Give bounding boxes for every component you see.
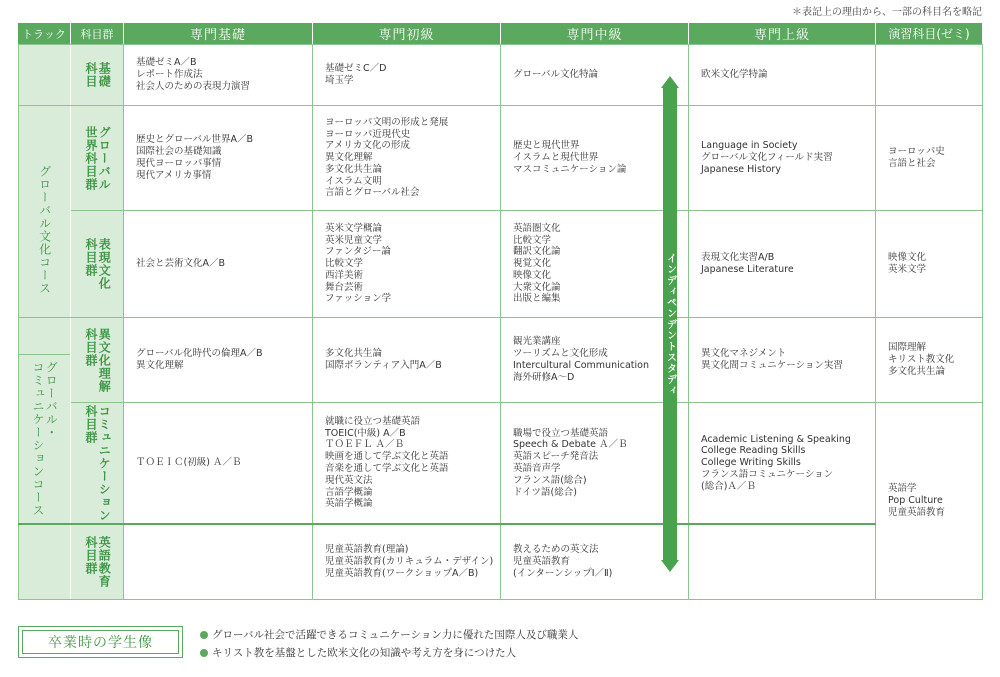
course-item: 国際社会の基礎知識 [136, 146, 222, 158]
course-item: ＴＯＥＩＣ(初級) Ａ／Ｂ [136, 457, 242, 469]
grid-v-left [18, 44, 19, 600]
course-item: TOEIC(中級) A／B [325, 427, 406, 439]
course-item: 視覚文化 [513, 258, 552, 270]
course-item: ツーリズムと文化形成 [513, 348, 608, 360]
course-item: 児童英語教育 [888, 506, 946, 518]
course-item: 欧米文化学特論 [701, 69, 768, 81]
group-communication-label: コミュニケーション 科目群 [84, 404, 112, 522]
header-group: 科目群 [71, 23, 123, 44]
course-item: 現代アメリカ事情 [136, 169, 212, 181]
course-item: 映像文化 [888, 252, 927, 264]
cell-communication-seminar [882, 403, 982, 599]
course-item: 観光業講座 [513, 336, 561, 348]
cell-kiso-beginner [319, 45, 499, 105]
grid-v-4 [688, 44, 689, 600]
course-item: 基礎ゼミC／D [325, 63, 387, 75]
cell-world-beginner [319, 106, 499, 210]
course-item: 異文化理解 [325, 152, 373, 164]
course-item: 埼玉学 [325, 75, 354, 86]
group-expression-label: 表現文化 科目群 [84, 238, 112, 290]
header-basic: 専門基礎 [124, 23, 312, 44]
course-item: 比較文学 [325, 258, 364, 270]
cell-intercultural-advanced [695, 318, 873, 402]
cell-communication-basic [130, 403, 310, 523]
grid-v-3 [500, 44, 501, 600]
course-item: 現代ヨーロッパ事情 [136, 158, 222, 169]
course-item: イスラムと現代世界 [513, 152, 599, 164]
course-item: Japanese Literature [701, 264, 794, 275]
course-item: 異文化理解 [136, 360, 184, 371]
course-item: 言語とグローバル社会 [325, 187, 420, 199]
grid-v-right [982, 44, 983, 600]
header-intermediate: 専門中級 [501, 23, 688, 44]
course-item: 職場で役立つ基礎英語 [513, 427, 609, 439]
group-world-label: グローバル 世界科目群 [84, 125, 112, 191]
cell-world-intermediate [507, 106, 657, 210]
course-item: 舞台芸術 [325, 281, 364, 293]
course-item: 基礎ゼミA／B [136, 57, 197, 69]
course-item: 異文化マネジメント [701, 348, 787, 360]
course-item: 多文化共生論 [888, 365, 946, 377]
graduate-item-2 [200, 645, 516, 660]
course-item: 出版と編集 [513, 293, 561, 305]
course-item: Speech & Debate Ａ／Ｂ [513, 439, 628, 451]
course-item: Intercultural Communication [513, 360, 649, 371]
course-item: フランス語コミュニケーション [701, 468, 834, 480]
graduate-item-1-text: グローバル社会で活躍できるコミュニケーション力に優れた国際人及び職業人 [212, 629, 579, 641]
course-item: グローバル文化フィールド実習 [701, 152, 833, 164]
course-item: 英語スピーチ発音法 [513, 451, 599, 463]
cell-expression-seminar [882, 211, 982, 317]
course-item: ファンタジー論 [325, 246, 391, 258]
cell-intercultural-basic [130, 318, 310, 402]
course-item: 児童英語教育 [513, 556, 571, 568]
cell-world-basic [130, 106, 310, 210]
track-empty-top [18, 45, 70, 105]
course-item: 社会人のための表現力演習 [136, 80, 251, 92]
grid-h-3b [18, 354, 70, 355]
course-item: 児童英語教育(ワークショップA／B) [325, 567, 479, 579]
course-item: 多文化共生論 [325, 348, 383, 360]
course-item: 翻訳文化論 [513, 246, 561, 258]
course-item: グローバル文化特論 [513, 69, 599, 81]
course-item: College Reading Skills [701, 445, 806, 457]
course-item: ドイツ語(総合) [513, 486, 577, 498]
grid-v-2 [312, 44, 313, 600]
course-item: Academic Listening & Speaking [701, 433, 851, 445]
cell-expression-advanced [695, 211, 873, 317]
course-item: 国際ボランティア入門A／B [325, 360, 442, 371]
track-empty-bottom [18, 524, 70, 599]
group-communication [71, 403, 123, 523]
group-english [71, 524, 123, 599]
course-item: 大衆文化論 [513, 281, 561, 293]
header-track: トラック [18, 23, 70, 44]
course-item: 言語と社会 [888, 158, 936, 169]
course-item: 比較文学 [513, 234, 552, 246]
course-item: 海外研修A～D [513, 371, 575, 383]
graduate-image-box [18, 626, 183, 658]
header-seminar: 演習科目(ゼミ) [876, 23, 982, 44]
cell-intercultural-seminar [882, 318, 982, 402]
course-item: ヨーロッパ史 [888, 146, 945, 158]
course-item: 歴史と現代世界 [513, 140, 580, 152]
grid-v-1 [123, 44, 124, 600]
course-item: フランス語(総合) [513, 474, 587, 486]
cell-expression-intermediate [507, 211, 657, 317]
course-item: 英米文学概論 [325, 222, 383, 234]
course-item: 映画を通して学ぶ文化と英語 [325, 451, 449, 463]
cell-kiso-basic [130, 45, 310, 105]
course-item: 映像文化 [513, 269, 552, 281]
group-intercultural-label: 異文化理解 科目群 [84, 327, 112, 393]
bullet-dot-icon [200, 631, 208, 639]
course-item: 社会と芸術文化A／B [136, 258, 226, 270]
header-beginner: 専門初級 [313, 23, 500, 44]
course-item: 多文化共生論 [325, 163, 383, 175]
course-item: Pop Culture [888, 495, 943, 507]
graduate-image-title: 卒業時の学生像 [22, 630, 179, 654]
group-world [71, 106, 123, 210]
course-item: Japanese History [701, 163, 781, 175]
cell-communication-intermediate [507, 403, 657, 523]
group-english-label: 英語教育 科目群 [84, 535, 112, 588]
course-item: 英語音声学 [513, 463, 561, 474]
course-item: 表現文化実習A/B [701, 252, 775, 264]
header-advanced: 専門上級 [689, 23, 875, 44]
cell-kiso-advanced [695, 45, 873, 105]
bullet-dot-icon [200, 649, 208, 657]
course-item: キリスト教文化 [888, 354, 955, 366]
cell-expression-beginner [319, 211, 499, 317]
course-item: 英米文学 [888, 264, 927, 275]
course-item: ＴＯＥＦＬ Ａ／Ｂ [325, 439, 405, 451]
course-item: 児童英語教育(カリキュラム・デザイン) [325, 556, 494, 568]
course-item: (インターンシップⅠ／Ⅱ) [513, 567, 613, 579]
cell-expression-basic [130, 211, 310, 317]
course-item: 異文化間コミュニケーション実習 [701, 360, 843, 371]
course-item: アメリカ文化の形成 [325, 140, 410, 152]
group-kiso [71, 45, 123, 105]
course-item: レポート作成法 [136, 69, 203, 81]
course-item: ファッション学 [325, 293, 392, 305]
course-item: イスラム文明 [325, 175, 382, 187]
track-global-comm-label: グローバル・ コミュニケーションコース [31, 361, 59, 517]
course-item: 英語圏文化 [513, 222, 561, 234]
cell-communication-beginner [319, 403, 499, 523]
grid-v-5 [875, 44, 876, 600]
cell-world-advanced [695, 106, 873, 210]
course-item: 西洋美術 [325, 269, 364, 281]
cell-world-seminar [882, 106, 982, 210]
cell-intercultural-intermediate [507, 318, 657, 402]
course-item: 現代英文法 [325, 474, 373, 486]
course-item: 音楽を通して学ぶ文化と英語 [325, 463, 449, 474]
cell-kiso-intermediate [507, 45, 657, 105]
course-item: 言語学概論 [325, 486, 373, 498]
course-item: (総合)Ａ／Ｂ [701, 480, 756, 492]
cell-english-beginner [319, 525, 499, 599]
graduate-item-2-text: キリスト教を基盤とした欧米文化の知識や考え方を身につけた人 [212, 647, 517, 659]
track-global-comm [18, 355, 70, 523]
course-item: 英米児童文学 [325, 234, 383, 246]
cell-english-intermediate [507, 525, 657, 599]
course-item: ヨーロッパ文明の形成と発展 [325, 116, 449, 128]
independent-study-label: インディペンデントスタディ [664, 252, 676, 396]
course-item: 英語学 [888, 483, 917, 495]
cell-intercultural-beginner [319, 318, 499, 402]
course-item: 就職に役立つ基礎英語 [325, 415, 421, 427]
group-intercultural [71, 318, 123, 402]
abbreviation-note: ＊表記上の理由から、一部の科目名を略記 [792, 7, 982, 18]
course-item: College Writing Skills [701, 457, 801, 469]
independent-study-label-wrap [663, 86, 677, 562]
course-item: Language in Society [701, 140, 798, 152]
track-global-culture-label: グローバル文化コース [37, 165, 52, 295]
course-item: 英語学概論 [325, 498, 373, 510]
course-item: 国際理解 [888, 342, 927, 354]
course-item: ヨーロッパ近現代史 [325, 128, 411, 140]
group-expression [71, 211, 123, 317]
course-item: 児童英語教育(理論) [325, 544, 409, 556]
course-item: グローバル化時代の倫理A／B [136, 348, 263, 360]
course-item: 教えるための英文法 [513, 544, 599, 556]
group-kiso-label: 基礎 科目 [84, 62, 112, 88]
course-item: 歴史とグローバル世界A／B [136, 134, 254, 146]
graduate-item-1 [200, 627, 578, 642]
course-item: マスコミュニケーション論 [513, 163, 627, 175]
cell-communication-advanced [695, 403, 873, 523]
